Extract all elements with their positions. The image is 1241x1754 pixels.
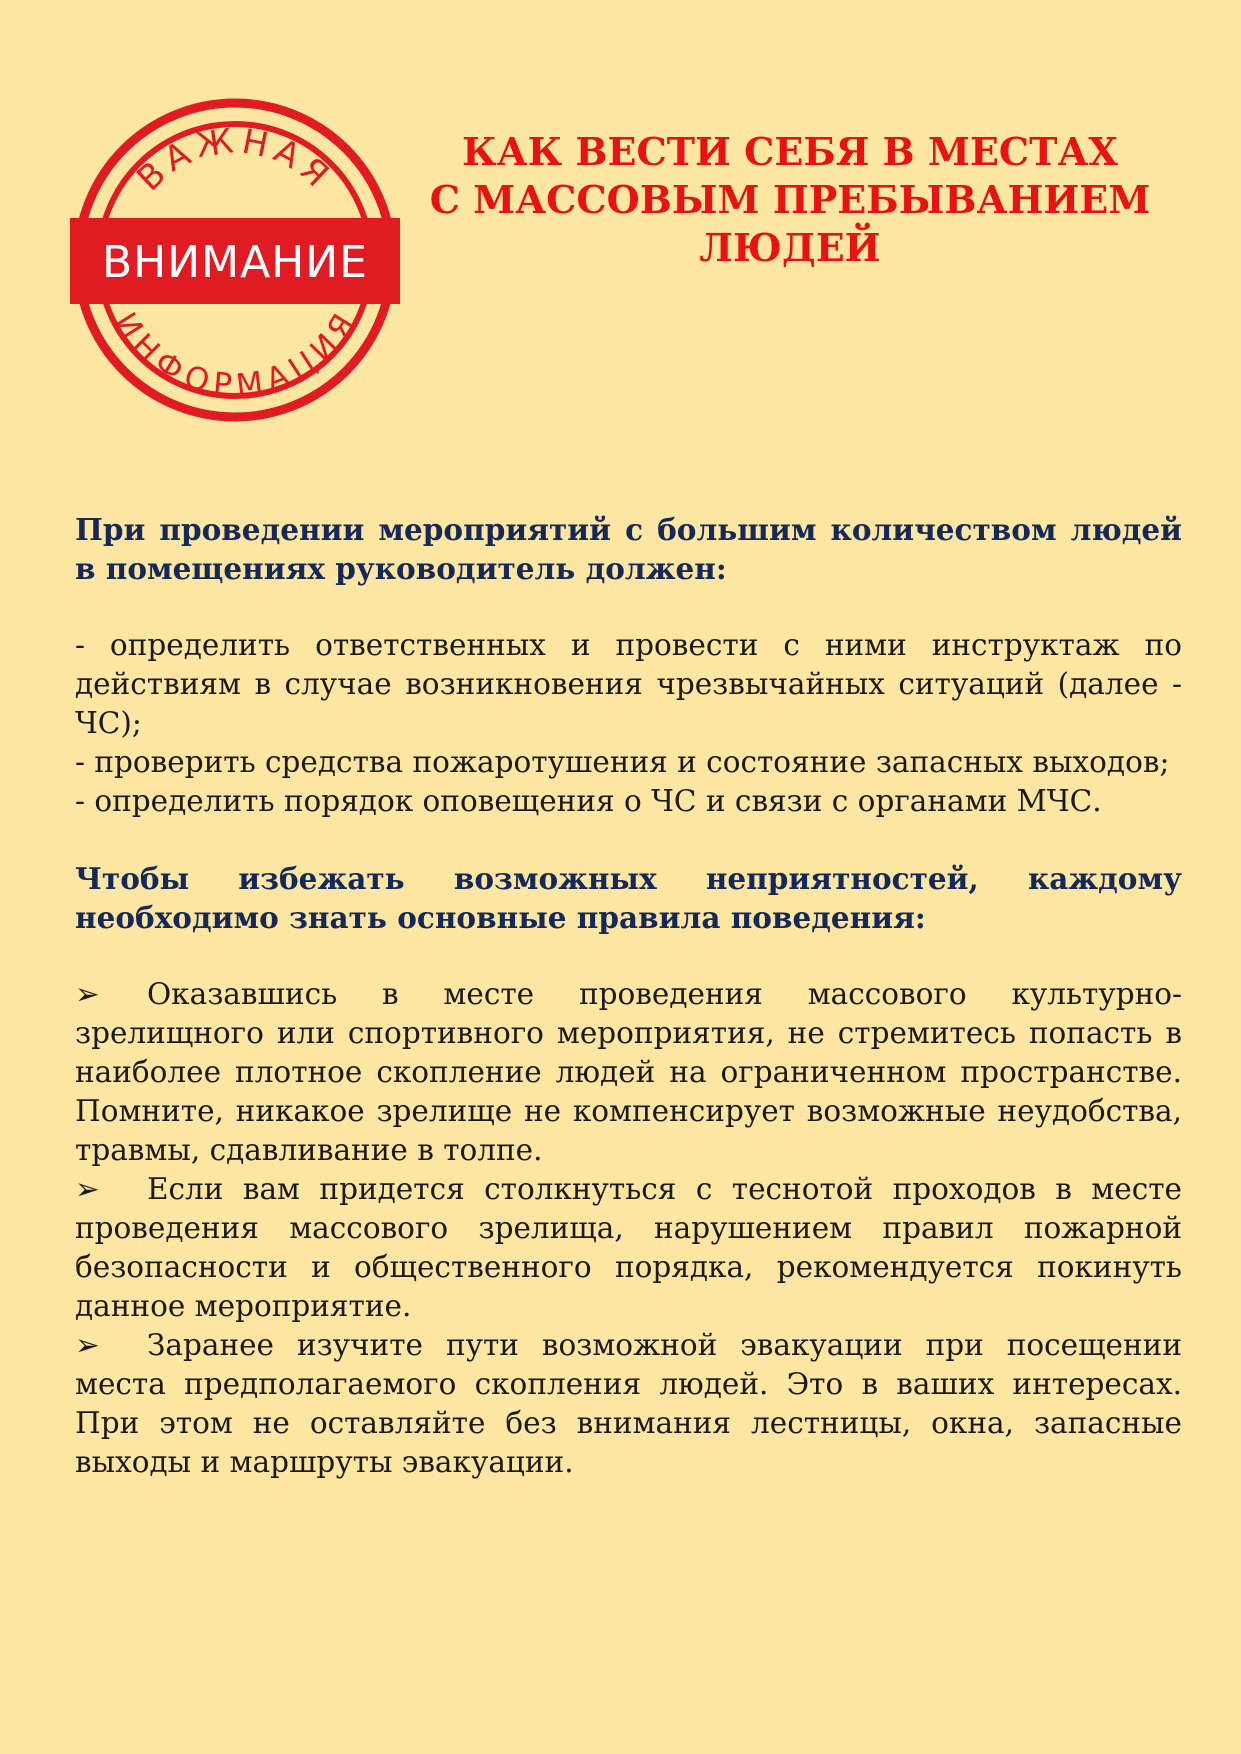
section2-heading: Чтобы избежать возможных неприятностей, каждому необходимо знать основные правила поведения: [75, 861, 1182, 935]
page-title [420, 128, 1160, 272]
rule-bullet [75, 975, 1182, 1170]
section1-item: - определить порядок оповещения о ЧС и связи с органами МЧС. [75, 784, 1102, 818]
title-line-3: ЛЮДЕЙ [699, 225, 881, 270]
section1-heading: При проведении мероприятий с большим количеством людей в помещениях руководитель должен: [75, 512, 1182, 586]
title-line-2: С МАССОВЫМ ПРЕБЫВАНИЕМ [429, 177, 1151, 222]
section1-item: - проверить средства пожаротушения и состояние запасных выходов; [75, 745, 1170, 779]
rule-text: Заранее изучите пути возможной эвакуации при посещении места предполагаемого скопления людей. Это в ваших интересах. При этом не оставляйте без внимания лестницы, окна, запасные выходы и маршруты эвакуации. [75, 1328, 1182, 1479]
document-body [75, 510, 1182, 1482]
title-line-1: КАК ВЕСТИ СЕБЯ В МЕСТАХ [462, 129, 1118, 174]
rule-bullet [75, 1326, 1182, 1482]
stamp-bottom-text: ИНФОРМАЦИЯ [106, 306, 364, 405]
arrowhead-bullet-icon: ➢ [75, 977, 100, 1011]
rule-text: Если вам придется столкнуться с теснотой проходов в месте проведения массового зрелища, нарушением правил пожарной безопасности и общественного порядка, рекомендуется покинуть данное мероприятие. [75, 1172, 1182, 1323]
section1-item: - определить ответственных и провести с ними инструктаж по действиям в случае возникновения чрезвычайных ситуаций (далее - ЧС); [75, 628, 1182, 740]
stamp-center-text: ВНИМАНИЕ [101, 237, 369, 288]
rule-bullet [75, 1170, 1182, 1326]
rule-text: Оказавшись в месте проведения массового культурно-зрелищного или спортивного мероприятия, не стремитесь попасть в наиболее плотное скопление людей на ограниченном пространстве. Помните, никакое зрелище не компенсирует возможные неудобства, травмы, сдавливание в толпе. [75, 977, 1182, 1167]
attention-stamp [70, 95, 400, 425]
arrowhead-bullet-icon: ➢ [75, 1172, 100, 1206]
stamp-top-text: ВАЖНАЯ [129, 120, 341, 200]
arrowhead-bullet-icon: ➢ [75, 1328, 100, 1362]
